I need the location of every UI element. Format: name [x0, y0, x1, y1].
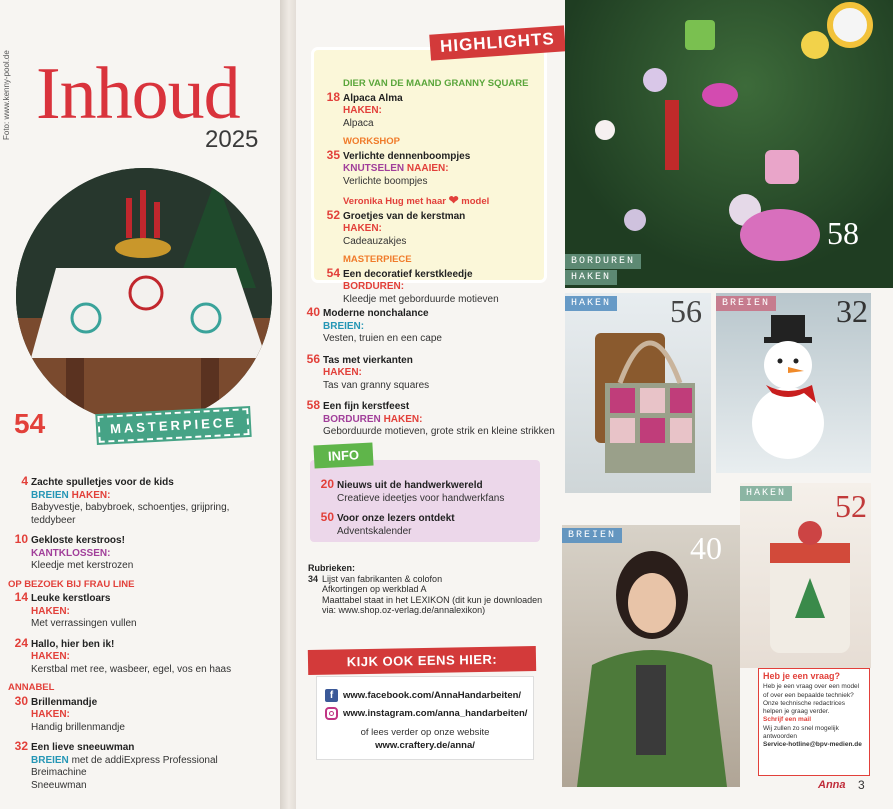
- toc-desc: Kerstbal met ree, wasbeer, egel, vos en haas: [31, 663, 232, 675]
- photo-page-number: 40: [690, 530, 722, 566]
- year: 2025: [205, 126, 259, 153]
- highlights-tag: HIGHLIGHTS: [429, 25, 565, 60]
- photo-snowman: [716, 293, 871, 473]
- toc-category: BREIEN:: [323, 320, 365, 332]
- facebook-link[interactable]: [325, 689, 521, 702]
- photo-page-number: 56: [670, 293, 702, 329]
- toc-item[interactable]: [300, 306, 560, 346]
- toc-item[interactable]: [8, 475, 276, 527]
- toc-item[interactable]: [8, 579, 276, 631]
- toc-category: NAAIEN:: [406, 163, 449, 174]
- photo-christmas-tree: [565, 0, 893, 288]
- toc-num: 18: [326, 89, 340, 104]
- instagram-icon: [325, 707, 338, 720]
- highlight-item[interactable]: [320, 194, 540, 248]
- photo-category-label: HAKEN: [565, 270, 617, 285]
- toc-num: 32: [14, 739, 28, 753]
- toc-category: HAKEN:: [31, 651, 70, 662]
- highlights-box: [314, 50, 544, 305]
- toc-item[interactable]: [8, 533, 276, 573]
- feature-page-number: 54: [14, 408, 46, 439]
- toc-title: Zachte spulletjes voor de kids: [31, 477, 174, 488]
- toc-title: Een decoratief kerstkleedje: [343, 268, 473, 280]
- facebook-icon: f: [325, 689, 338, 702]
- toc-title: Nieuws uit de handwerkwereld: [337, 480, 483, 491]
- toc-num: 24: [14, 635, 28, 650]
- highlight-overline-tail: model: [461, 196, 490, 207]
- toc-desc: Breimachine: [31, 767, 87, 778]
- toc-desc: Verlichte boompjes: [343, 175, 428, 187]
- masterpiece-photo: [16, 168, 272, 424]
- photo-page-number: 52: [835, 488, 867, 524]
- highlight-item[interactable]: [320, 254, 540, 306]
- toc-desc: Adventskalender: [337, 525, 412, 537]
- instagram-url: www.instagram.com/anna_handarbeiten/: [343, 708, 528, 719]
- toc-desc: Vesten, truien en een cape: [323, 333, 442, 344]
- toc-item[interactable]: [8, 682, 276, 734]
- photo-category-label: HAKEN: [740, 486, 792, 501]
- toc-item[interactable]: [300, 399, 560, 439]
- photo-credit: Foto: www.kenny-pool.de: [2, 50, 11, 140]
- question-body2: Wij zullen zo snel mogelijk antwoorden: [763, 724, 839, 741]
- toc-num: 40: [306, 305, 320, 319]
- highlight-overline: WORKSHOP: [343, 136, 400, 147]
- info-item[interactable]: [314, 478, 536, 505]
- email-address[interactable]: Service-hotline@bpv-medien.de: [763, 741, 862, 749]
- highlight-item[interactable]: [320, 136, 540, 188]
- photo-woman-cardigan: [562, 525, 740, 787]
- info-item[interactable]: [314, 511, 536, 538]
- page-title: Inhoud: [36, 53, 240, 135]
- toc-num: 54: [326, 265, 340, 280]
- left-page: [0, 0, 280, 809]
- rubrieken-line: Maattabel staat in het LEXIKON (dit kun je downloaden: [322, 594, 543, 605]
- photo-page-number: 32: [836, 293, 868, 329]
- info-tag: INFO: [313, 442, 373, 468]
- toc-desc: Tas van granny squares: [323, 379, 430, 391]
- toc-item[interactable]: [300, 353, 560, 393]
- toc-overline: OP BEZOEK BIJ FRAU LINE: [8, 578, 135, 590]
- toc-desc: Creatieve ideetjes voor handwerkfans: [337, 492, 505, 504]
- left-toc: [8, 475, 276, 792]
- photo-page-number: 58: [827, 215, 859, 251]
- rubrieken-heading: Rubrieken:: [308, 563, 356, 573]
- toc-desc: Kleedje met geborduurde motieven: [343, 293, 499, 305]
- toc-num: 4: [21, 474, 28, 488]
- toc-desc: Sneeuwman: [31, 779, 87, 791]
- photo-category-label: BORDUREN: [565, 254, 641, 269]
- instagram-link[interactable]: [325, 707, 527, 720]
- brand-logo: Anna: [818, 779, 846, 791]
- photo-category-label: HAKEN: [565, 296, 617, 311]
- toc-category: KANTKLOSSEN:: [31, 547, 111, 559]
- toc-title: Voor onze lezers ontdekt: [337, 513, 455, 524]
- toc-title: Tas met vierkanten: [323, 354, 413, 366]
- toc-title: Een fijn kerstfeest: [323, 401, 410, 412]
- toc-num: 10: [14, 532, 28, 546]
- facebook-url: www.facebook.com/AnnaHandarbeiten/: [343, 690, 522, 701]
- toc-num: 20: [320, 477, 334, 491]
- toc-num: 30: [14, 693, 28, 708]
- toc-title: Moderne nonchalance: [323, 308, 429, 319]
- highlight-overline: Veronika Hug met haar: [343, 196, 446, 207]
- toc-category: BREIEN: [31, 489, 69, 501]
- toc-num: 58: [306, 398, 320, 412]
- toc-category: KNUTSELEN: [343, 163, 405, 174]
- toc-category: HAKEN:: [71, 489, 111, 501]
- rubrieken-line: Lijst van fabrikanten & colofon: [322, 573, 443, 584]
- toc-num: 35: [326, 147, 340, 162]
- toc-desc: Met verrassingen vullen: [31, 618, 137, 629]
- toc-category: HAKEN:: [383, 413, 423, 425]
- heart-icon: ❤: [448, 193, 459, 207]
- toc-desc: Alpaca: [343, 117, 374, 129]
- question-body: Heb je een vraag over een model of over een bepaalde techniek? Onze technische redactrices helpen je graag verder.: [763, 683, 860, 716]
- info-box: [310, 460, 540, 542]
- highlight-overline: DIER VAN DE MAAND GRANNY SQUARE: [343, 78, 529, 89]
- toc-category: BORDUREN: [323, 413, 381, 425]
- kijk-tag: KIJK OOK EENS HIER:: [308, 646, 536, 675]
- page-number: 3: [858, 778, 865, 792]
- rubrieken-line: Afkortingen op werkblad A: [322, 584, 427, 594]
- toc-item[interactable]: [8, 637, 276, 677]
- toc-category: HAKEN:: [31, 605, 70, 617]
- rubrieken-section: [308, 563, 558, 616]
- toc-category: met de addiExpress Professional: [71, 754, 218, 766]
- photo-category-label: BREIEN: [562, 528, 622, 543]
- question-title: Heb je een vraag?: [763, 671, 841, 681]
- website-intro: of lees verder op onze website: [360, 727, 490, 738]
- highlight-overline: MASTERPIECE: [343, 254, 412, 265]
- toc-title: Alpaca Alma: [343, 92, 403, 104]
- toc-title: Leuke kerstloars: [31, 593, 111, 604]
- masterpiece-ribbon: MASTERPIECE: [97, 408, 249, 443]
- toc-title: Groetjes van de kerstman: [343, 210, 466, 222]
- toc-category: HAKEN:: [343, 105, 382, 116]
- social-links-box: [316, 676, 534, 760]
- toc-desc: Handig brillenmandje: [31, 721, 125, 733]
- photo-gift-bag: [740, 483, 871, 668]
- toc-title: Een lieve sneeuwman: [31, 742, 135, 753]
- toc-category: HAKEN:: [343, 223, 382, 234]
- toc-category: HAKEN:: [31, 709, 70, 720]
- toc-title: Verlichte dennenboompjes: [343, 150, 471, 162]
- toc-category: BORDUREN:: [343, 281, 405, 292]
- email-cta[interactable]: Schrijf een mail: [763, 716, 812, 724]
- toc-num: 50: [320, 510, 334, 524]
- middle-toc: [300, 306, 560, 439]
- highlight-item[interactable]: [320, 78, 540, 130]
- rubrieken-num: 34: [308, 573, 319, 584]
- toc-desc: Cadeauzakjes: [343, 235, 407, 247]
- toc-title: Hallo, hier ben ik!: [31, 638, 115, 650]
- toc-num: 56: [306, 351, 320, 366]
- photo-category-label: BREIEN: [716, 296, 776, 311]
- website-link[interactable]: www.craftery.de/anna/: [375, 740, 475, 751]
- table-scene-illustration: [16, 168, 272, 424]
- photo-granny-bag: [565, 293, 711, 493]
- toc-num: 52: [326, 207, 340, 222]
- toc-item[interactable]: [8, 740, 276, 792]
- toc-desc: Kleedje met kerstrozen: [31, 560, 134, 571]
- toc-title: Brillenmandje: [31, 696, 98, 708]
- toc-category: BREIEN: [31, 754, 69, 766]
- toc-category: HAKEN:: [323, 367, 362, 378]
- toc-desc: Babyvestje, babybroek, schoentjes, grijpring, teddybeer: [31, 502, 230, 526]
- toc-num: 14: [14, 590, 28, 604]
- toc-desc: Geborduurde motieven, grote strik en kleine strikken: [323, 426, 555, 437]
- question-box: [758, 668, 870, 776]
- toc-title: Gekloste kerstroos!: [31, 535, 125, 546]
- rubrieken-line: via: www.shop.oz-verlag.de/annalexikon): [322, 605, 486, 615]
- toc-overline: ANNABEL: [8, 682, 55, 693]
